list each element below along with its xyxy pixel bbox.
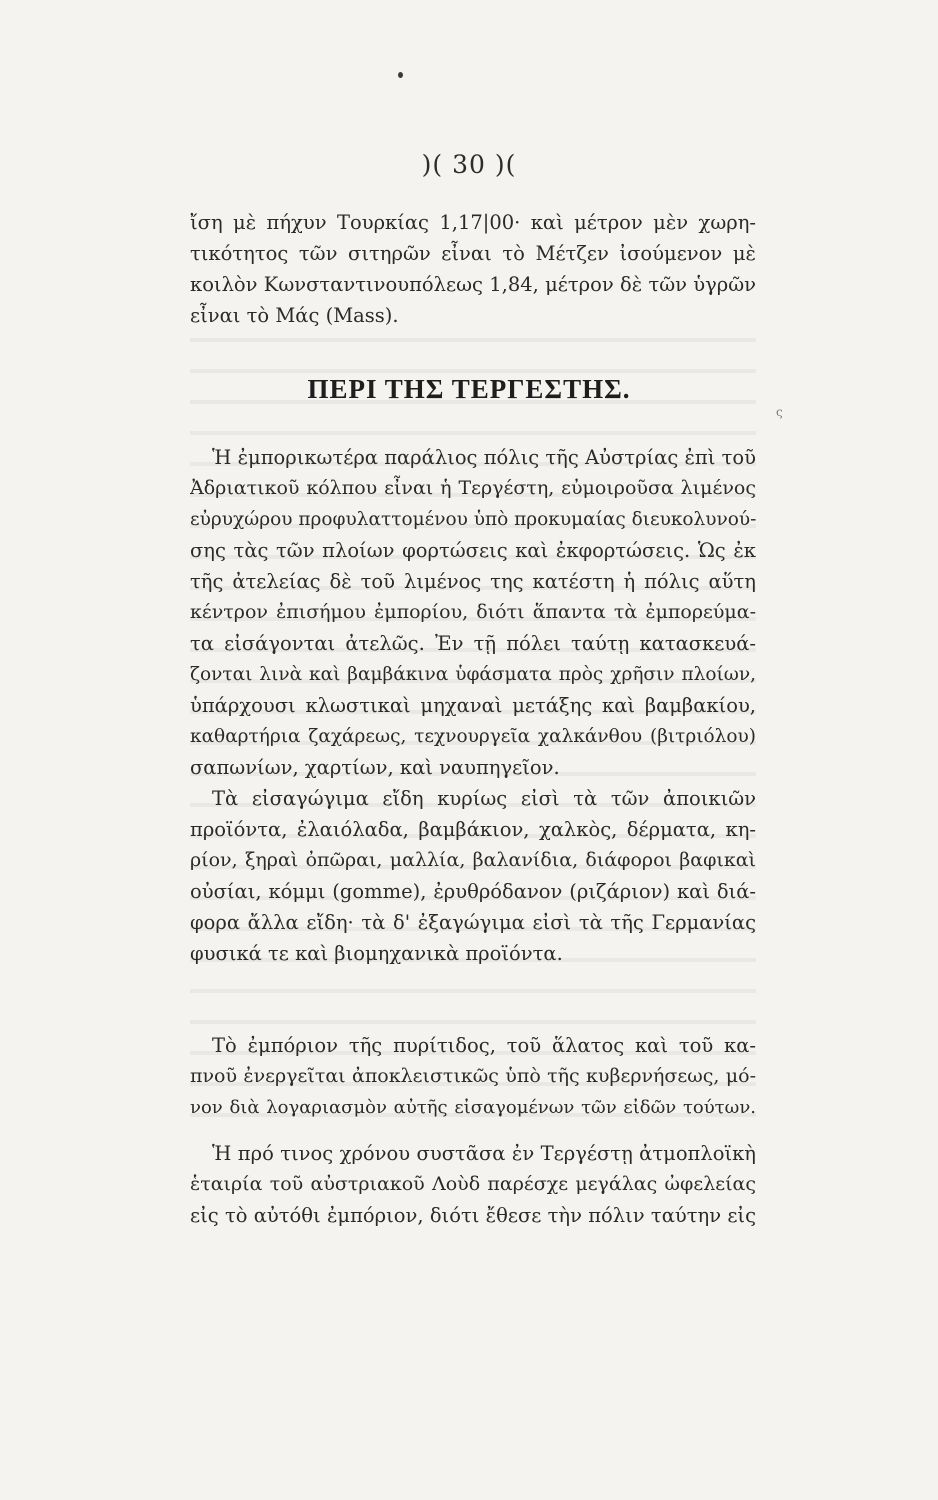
paragraph-3 <box>190 1030 756 1123</box>
text-line: εἰς τὸ αὐτόθι ἐμπόριον, διότι ἔθεσε τὴν πόλιν ταύτην εἰς <box>190 1204 756 1227</box>
text-line: σης τὰς τῶν πλοίων φορτώσεις καὶ ἐκφορτώσεις. Ὡς ἐκ <box>190 539 756 562</box>
paragraph-1 <box>190 442 756 783</box>
text-line: τικότητος τῶν σιτηρῶν εἶναι τὸ Μέτζεν ἰσούμενον μὲ <box>190 242 756 265</box>
page-number: )( 30 )( <box>421 150 517 179</box>
text-line: φυσικά τε καὶ βιομηχανικὰ προϊόντα. <box>190 942 563 965</box>
text-line: ὑπάρχουσι κλωστικαὶ μηχαναὶ μετάξης καὶ βαμβακίου, <box>190 694 756 717</box>
text-line: ζονται λινὰ καὶ βαμβάκινα ὑφάσματα πρὸς χρῆσιν πλοίων, <box>190 664 756 685</box>
section-heading: ΠΕΡΙ ΤΗΣ ΤΕΡΓΕΣΤΗΣ. <box>307 374 631 404</box>
text-line: τῆς ἀτελείας δὲ τοῦ λιμένος της κατέστη ἡ πόλις αὕτη <box>190 570 756 593</box>
text-line: Ἀδριατικοῦ κόλπου εἶναι ἡ Τεργέστη, εὐμοιροῦσα λιμένος <box>190 477 756 499</box>
text-line: προϊόντα, ἐλαιόλαδα, βαμβάκιον, χαλκὸς, δέρματα, κη- <box>190 818 756 841</box>
text-line: φορα ἄλλα εἴδη· τὰ δ' ἐξαγώγιμα εἰσὶ τὰ τῆς Γερμανίας <box>190 911 756 934</box>
text-line: καθαρτήρια ζαχάρεως, τεχνουργεῖα χαλκάνθου (βιτριόλου) <box>190 726 756 747</box>
paragraph-4 <box>190 1138 756 1231</box>
text-line: τα εἰσάγονται ἀτελῶς. Ἐν τῇ πόλει ταύτῃ κατασκευά- <box>190 632 756 655</box>
text-line: κέντρον ἐπισήμου ἐμπορίου, διότι ἅπαντα τὰ ἐμπορεύμα- <box>190 601 756 623</box>
text-line: οὐσίαι, κόμμι (gomme), ἐρυθρόδανον (ριζάριον) καὶ διά- <box>190 880 756 903</box>
text-line: ρίον, ξηραὶ ὀπῶραι, μαλλία, βαλανίδια, διάφοροι βαφικαὶ <box>190 849 756 871</box>
text-line: ἴση μὲ πήχυν Τουρκίας 1,17|00· καὶ μέτρον μὲν χωρη- <box>190 211 756 234</box>
text-line: ἑταιρία τοῦ αὐστριακοῦ Λοὺδ παρέσχε μεγάλας ὠφελείας <box>190 1173 756 1195</box>
text-line: Τὰ εἰσαγώγιμα εἴδη κυρίως εἰσὶ τὰ τῶν ἀποικιῶν <box>212 787 756 810</box>
text-line: εὐρυχώρου προφυλαττομένου ὑπὸ προκυμαίας διευκολυνού- <box>190 509 756 530</box>
text-line: κοιλὸν Κωνσταντινουπόλεως 1,84, μέτρον δὲ τῶν ὑγρῶν <box>190 273 756 296</box>
paragraph-2 <box>190 783 756 969</box>
text-line: νον διὰ λογαριασμὸν αὐτῆς εἰσαγομένων τῶν εἰδῶν τούτων. <box>190 1097 756 1118</box>
intro-text <box>190 207 756 331</box>
text-line: σαπωνίων, χαρτίων, καὶ ναυπηγεῖον. <box>190 756 560 779</box>
text-line: εἶναι τὸ Μάς (Mass). <box>190 304 399 327</box>
ink-speck <box>398 72 403 78</box>
text-line: πνοῦ ἐνεργεῖται ἀποκλειστικῶς ὑπὸ τῆς κυβερνήσεως, μό- <box>190 1065 756 1087</box>
margin-mark: ς <box>776 405 783 419</box>
text-line: Τὸ ἐμπόριον τῆς πυρίτιδος, τοῦ ἅλατος καὶ τοῦ κα- <box>212 1034 756 1057</box>
text-line: Ἡ πρό τινος χρόνου συστᾶσα ἐν Τεργέστῃ ἀτμοπλοϊκὴ <box>212 1142 756 1165</box>
text-line: Ἡ ἐμπορικωτέρα παράλιος πόλις τῆς Αὐστρίας ἐπὶ τοῦ <box>212 446 756 469</box>
